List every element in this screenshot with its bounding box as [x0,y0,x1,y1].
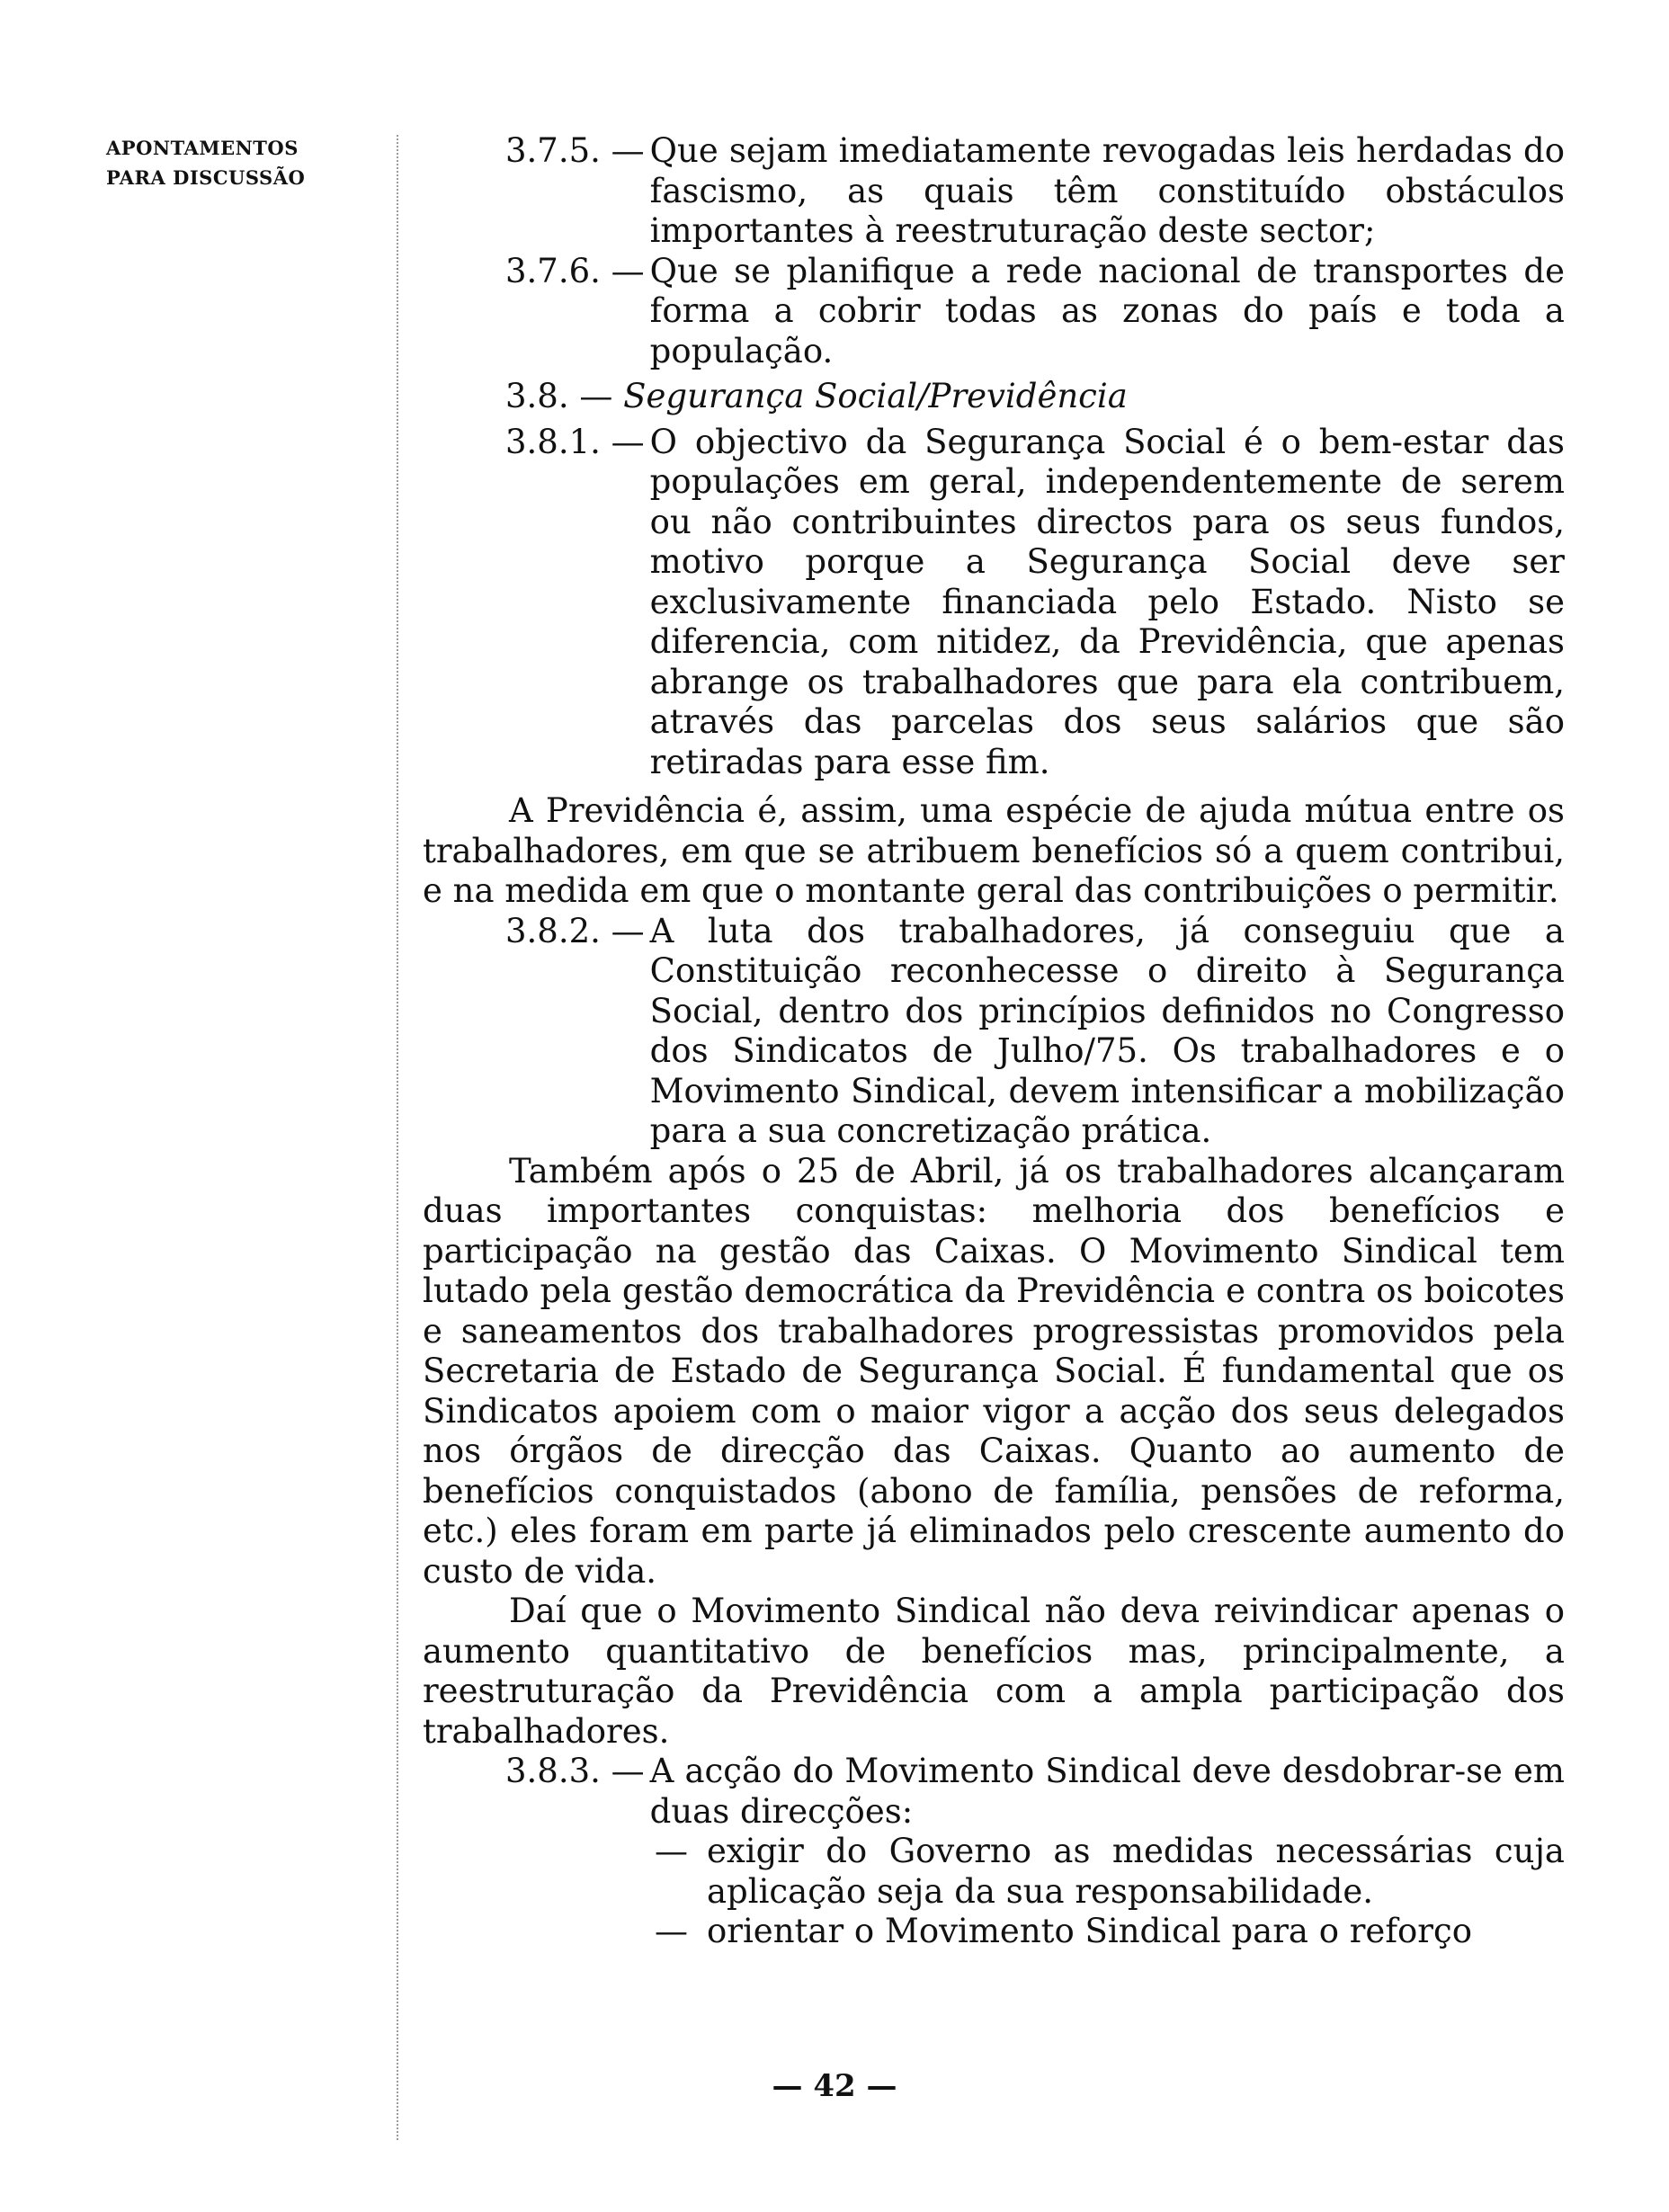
paragraph-conquistas: Também após o 25 de Abril, já os trabalhadores alcançaram duas importantes conquistas: melhoria dos benefícios e participação na gestão das Caixas. O Movimento Sindical tem lutado pela gestão democrática da Previdência e contra os boicotes e saneamentos dos trabalhadores progressistas promovidos pela Secretaria de Estado de Segurança Social. É fundamental que os Sindicatos apoiem com o maior vigor a acção dos seus delegados nos órgãos de direcção das Caixas. Quanto ao aumento de benefícios conquistados (abono de família, pensões de reforma, etc.) eles foram em parte já eliminados pelo crescente aumento do custo de vida. [423,1151,1565,1591]
clause-text: A acção do Movimento Sindical deve desdobrar-se em duas direcções: [649,1752,1565,1831]
list-item-text: orientar o Movimento Sindical para o reforço [707,1912,1472,1950]
section-heading-3-8 [423,377,1565,417]
clause-text: A luta dos trabalhadores, já conseguiu que a Constituição reconhecesse o direito à Segurança Social, dentro dos princípios definidos no Congresso dos Sindicatos de Julho/75. Os trabalhadores e o Movimento Sindical, devem intensificar a mobilização para a sua concretização prática. [649,911,1565,1150]
clause-3-7-6 [423,252,1565,372]
clause-3-7-5 [423,131,1565,252]
section-number: 3.8. — [505,377,613,415]
page-number: — 42 — [772,2068,897,2104]
dash-marker: — [655,1912,688,1950]
clause-number: 3.8.1. — [505,422,645,461]
list-item [423,1832,1565,1912]
clause-number: 3.7.6. — [505,251,645,290]
margin-note-line-1: APONTAMENTOS [106,137,299,159]
clause-3-8-2 [423,912,1565,1152]
margin-note [106,133,305,192]
clause-text: Que se planifique a rede nacional de transportes de forma a cobrir todas as zonas do país e toda a população. [649,251,1565,370]
paragraph-reestruturacao: Daí que o Movimento Sindical não deva reivindicar apenas o aumento quantitativo de benefícios mas, principalmente, a reestruturação da Previdência com a ampla participação dos trabalhadores. [423,1592,1565,1751]
margin-rule [397,135,398,2140]
clause-3-8-1 [423,423,1565,783]
margin-note-line-2: PARA DISCUSSÃO [106,166,306,189]
clause-number: 3.7.5. — [505,131,645,170]
clause-text: O objectivo da Segurança Social é o bem-estar das populações em geral, independentemente de serem ou não contribuintes directos para os seus fundos, motivo porque a Segurança Social deve ser exclusivamente financiada pelo Estado. Nisto se diferencia, com nitidez, da Previdência, que apenas abrange os trabalhadores que para ela contribuem, através das parcelas dos seus salários que são retiradas para esse fim. [649,422,1565,781]
paragraph-previdencia: A Previdência é, assim, uma espécie de ajuda mútua entre os trabalhadores, em que se atribuem benefícios só a quem contribui, e na medida em que o montante geral das contribuições o permitir. [423,791,1565,910]
list-item [423,1912,1565,1952]
list-item-text: exigir do Governo as medidas necessárias cuja aplicação seja da sua responsabilidade. [707,1832,1565,1911]
clause-number: 3.8.2. — [505,911,645,950]
section-title: Segurança Social/Previdência [623,377,1128,415]
clause-text: Que sejam imediatamente revogadas leis herdadas do fascismo, as quais têm constituído obstáculos importantes à reestruturação deste sector; [649,131,1565,250]
clause-number: 3.8.3. — [505,1752,645,1790]
page-body [423,131,1565,1952]
dash-marker: — [655,1832,688,1870]
clause-3-8-3 [423,1752,1565,1832]
